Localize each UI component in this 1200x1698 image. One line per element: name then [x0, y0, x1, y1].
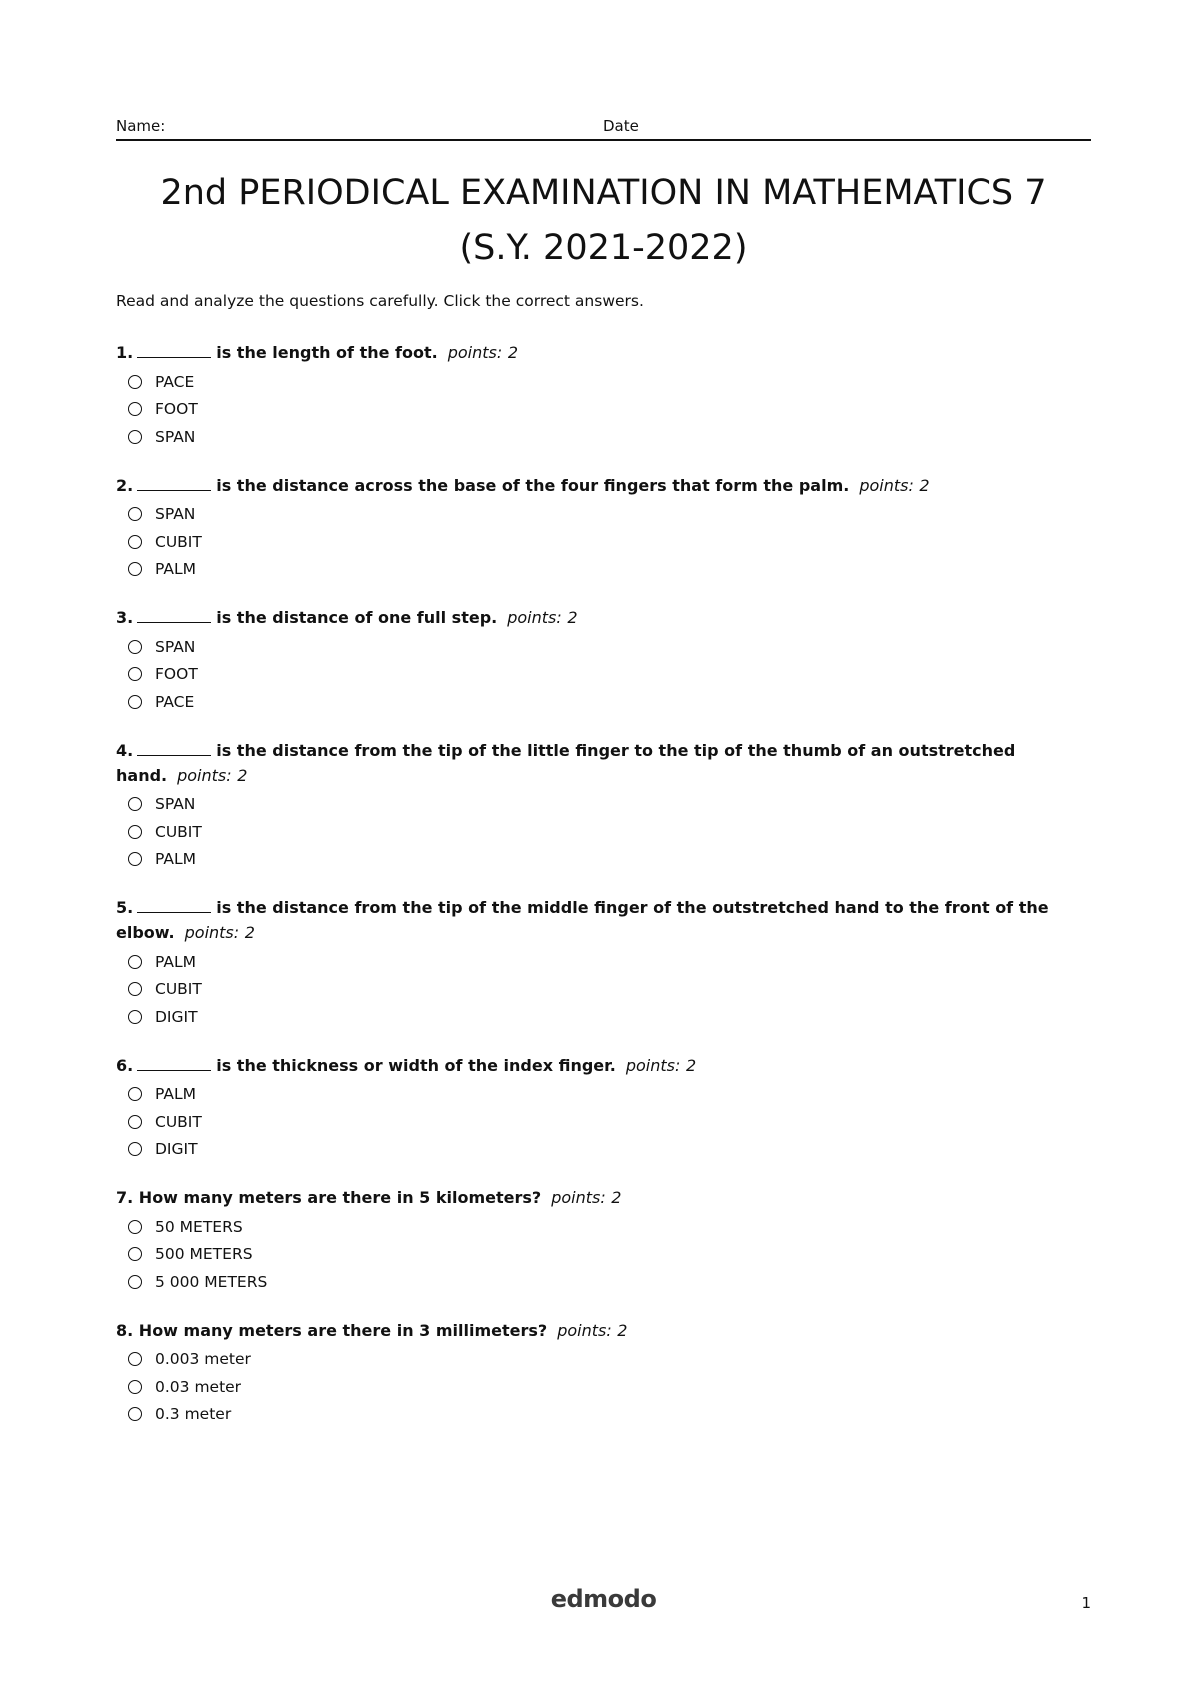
answer-option[interactable] — [116, 1136, 1091, 1164]
points-label: points: — [177, 765, 232, 785]
question-number: 6. — [116, 1055, 134, 1075]
points-label: points: — [859, 475, 914, 495]
radio-button-icon[interactable] — [128, 507, 142, 521]
answer-option[interactable] — [116, 1268, 1091, 1296]
radio-button-icon[interactable] — [128, 430, 142, 444]
option-label: PACE — [155, 692, 195, 711]
page-number: 1 — [1081, 1594, 1091, 1612]
radio-button-icon[interactable] — [128, 375, 142, 389]
radio-button-icon[interactable] — [128, 1115, 142, 1129]
radio-button-icon[interactable] — [128, 1275, 142, 1289]
answer-blank — [137, 606, 211, 623]
option-label: SPAN — [155, 427, 196, 446]
option-label: FOOT — [155, 665, 198, 684]
answer-option[interactable] — [116, 1401, 1091, 1429]
points-value: 2 — [919, 475, 930, 495]
points-value: 2 — [507, 343, 518, 362]
radio-button-icon[interactable] — [128, 797, 142, 811]
points-label: points: — [447, 343, 503, 362]
option-label: PALM — [155, 1085, 196, 1104]
question-text — [116, 473, 1091, 498]
radio-button-icon[interactable] — [128, 1352, 142, 1366]
points-label: points: — [551, 1188, 606, 1207]
answer-option[interactable] — [116, 1241, 1091, 1269]
option-label: 50 METERS — [155, 1217, 243, 1236]
answer-blank — [137, 474, 211, 491]
points-value: 2 — [611, 1188, 622, 1207]
question-body: is the distance from the tip of the middle finger of the outstretched hand to the front of the elbow. — [116, 898, 1049, 942]
question-text — [116, 340, 1091, 365]
option-label: PALM — [155, 560, 196, 579]
question-number: 7. — [116, 1188, 134, 1207]
answer-option[interactable] — [116, 556, 1091, 584]
radio-button-icon[interactable] — [128, 667, 142, 681]
question-body: is the distance of one full step. — [216, 608, 498, 627]
option-label: DIGIT — [155, 1140, 198, 1159]
radio-button-icon[interactable] — [128, 1247, 142, 1261]
instructions: Read and analyze the questions carefully. Click the correct answers. — [116, 292, 644, 310]
page-title — [116, 166, 1091, 276]
option-label: CUBIT — [155, 1112, 202, 1131]
points-label: points: — [507, 608, 562, 627]
answer-option[interactable] — [116, 396, 1091, 424]
question-text — [116, 605, 1091, 630]
answer-option[interactable] — [116, 1003, 1091, 1031]
question-6 — [116, 1053, 1091, 1164]
option-label: 0.3 meter — [155, 1405, 232, 1424]
points-label: points: — [625, 1055, 681, 1075]
points-label: points: — [557, 1320, 612, 1340]
radio-button-icon[interactable] — [128, 982, 142, 996]
title-line-2: (S.Y. 2021-2022) — [459, 228, 748, 268]
answer-option[interactable] — [116, 368, 1091, 396]
points-value: 2 — [237, 765, 248, 785]
answer-blank — [137, 739, 211, 756]
question-text — [116, 1053, 1091, 1078]
question-body: is the distance from the tip of the little finger to the tip of the thumb of an outstretched hand. — [116, 740, 1016, 785]
option-label: PALM — [155, 952, 196, 971]
title-line-1: 2nd PERIODICAL EXAMINATION IN MATHEMATICS 7 — [160, 173, 1047, 213]
option-label: 500 METERS — [155, 1245, 253, 1264]
option-label: PALM — [155, 850, 196, 869]
option-label: 5 000 METERS — [155, 1272, 268, 1291]
question-text — [116, 895, 1091, 945]
option-label: 0.03 meter — [155, 1377, 242, 1396]
question-number: 3. — [116, 608, 134, 627]
option-label: SPAN — [155, 795, 196, 814]
date-label: Date — [603, 117, 639, 135]
answer-option[interactable] — [116, 1108, 1091, 1136]
points-value: 2 — [617, 1320, 628, 1340]
question-5 — [116, 895, 1091, 1031]
radio-button-icon[interactable] — [128, 695, 142, 709]
question-number: 2. — [116, 475, 134, 495]
question-number: 8. — [116, 1320, 134, 1340]
answer-option[interactable] — [116, 791, 1091, 819]
answer-option[interactable] — [116, 976, 1091, 1004]
answer-option[interactable] — [116, 1346, 1091, 1374]
answer-blank — [137, 896, 211, 913]
radio-button-icon[interactable] — [128, 1010, 142, 1024]
question-1 — [116, 340, 1091, 451]
name-label: Name: — [116, 117, 166, 135]
option-label: CUBIT — [155, 980, 202, 999]
radio-button-icon[interactable] — [128, 852, 142, 866]
option-label: CUBIT — [155, 822, 202, 841]
question-body: How many meters are there in 5 kilometers? — [138, 1188, 542, 1207]
radio-button-icon[interactable] — [128, 1087, 142, 1101]
option-label: CUBIT — [155, 532, 202, 551]
option-label: FOOT — [155, 400, 198, 419]
radio-button-icon[interactable] — [128, 562, 142, 576]
answer-option[interactable] — [116, 1081, 1091, 1109]
question-7 — [116, 1185, 1091, 1296]
answer-option[interactable] — [116, 688, 1091, 716]
question-text — [116, 738, 1091, 788]
option-label: DIGIT — [155, 1007, 198, 1026]
answer-blank — [137, 1054, 211, 1071]
answer-option[interactable] — [116, 528, 1091, 556]
question-text — [116, 1185, 1091, 1210]
option-label: 0.003 meter — [155, 1350, 251, 1369]
radio-button-icon[interactable] — [128, 1220, 142, 1234]
radio-button-icon[interactable] — [128, 1380, 142, 1394]
radio-button-icon[interactable] — [128, 1142, 142, 1156]
radio-button-icon[interactable] — [128, 825, 142, 839]
answer-option[interactable] — [116, 1213, 1091, 1241]
question-2 — [116, 473, 1091, 584]
question-number: 5. — [116, 898, 134, 917]
points-value: 2 — [244, 923, 255, 942]
points-value: 2 — [685, 1055, 697, 1075]
answer-option[interactable] — [116, 818, 1091, 846]
answer-option[interactable] — [116, 423, 1091, 451]
question-list — [116, 340, 1091, 1450]
answer-blank — [137, 341, 211, 358]
question-3 — [116, 605, 1091, 716]
question-8 — [116, 1318, 1091, 1429]
answer-option[interactable] — [116, 948, 1091, 976]
question-body: is the distance across the base of the four fingers that form the palm. — [216, 475, 850, 495]
header-row — [116, 117, 1091, 141]
question-text — [116, 1318, 1091, 1343]
question-4 — [116, 738, 1091, 874]
radio-button-icon[interactable] — [128, 535, 142, 549]
question-number: 1. — [116, 343, 134, 362]
edmodo-logo: edmodo — [550, 1585, 657, 1613]
radio-button-icon[interactable] — [128, 640, 142, 654]
radio-button-icon[interactable] — [128, 1407, 142, 1421]
answer-option[interactable] — [116, 633, 1091, 661]
option-label: PACE — [155, 372, 195, 391]
option-label: SPAN — [155, 505, 196, 524]
option-label: SPAN — [155, 637, 196, 656]
radio-button-icon[interactable] — [128, 402, 142, 416]
answer-option[interactable] — [116, 501, 1091, 529]
question-body: is the length of the foot. — [216, 343, 438, 362]
answer-option[interactable] — [116, 1373, 1091, 1401]
question-number: 4. — [116, 740, 134, 760]
answer-option[interactable] — [116, 661, 1091, 689]
question-body: How many meters are there in 3 millimeters? — [138, 1320, 548, 1340]
points-label: points: — [184, 923, 240, 942]
answer-option[interactable] — [116, 846, 1091, 874]
points-value: 2 — [567, 608, 578, 627]
question-body: is the thickness or width of the index finger. — [216, 1055, 616, 1075]
radio-button-icon[interactable] — [128, 955, 142, 969]
exam-page — [116, 0, 1091, 1698]
